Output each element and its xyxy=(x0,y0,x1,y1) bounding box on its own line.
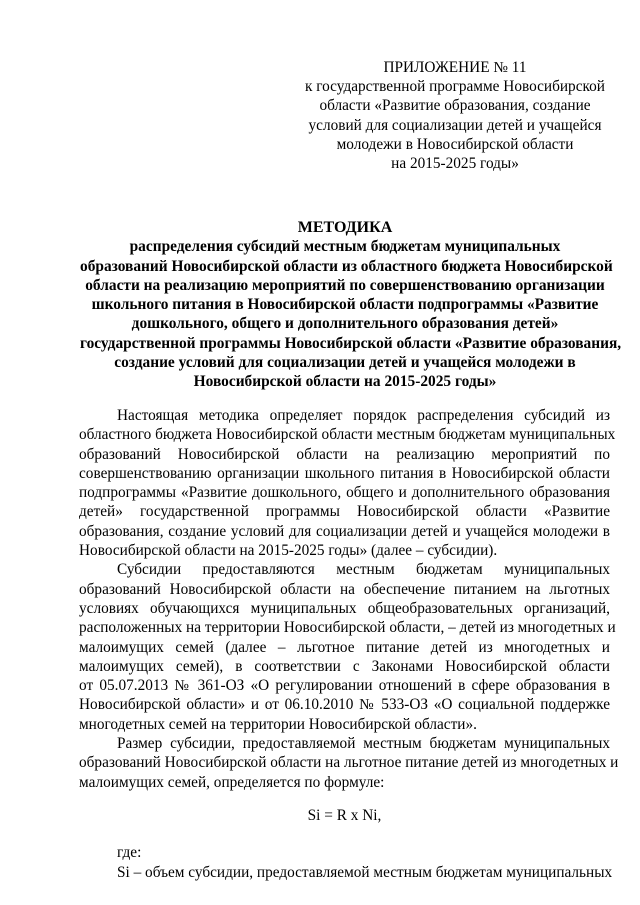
text-line: Новосибирской области» и от 06.10.2010 № 533-ОЗ «О социальной поддержке xyxy=(79,696,610,714)
text-line: Настоящая методика определяет порядок распределения субсидий из xyxy=(117,407,610,424)
appendix-line: условий для социализации детей и учащейся xyxy=(308,116,602,134)
appendix-header xyxy=(300,58,610,173)
appendix-line: области «Развитие образования, создание xyxy=(319,97,591,115)
text-line: малоимущих семей (далее – льготное питание детей из многодетных и xyxy=(79,638,610,656)
appendix-line: на 2015-2025 годы» xyxy=(391,155,519,173)
text-line: Новосибирской области на 2015-2025 годы» (далее – субсидии). xyxy=(79,542,498,560)
text-line: образования, создание условий для социализации детей и учащейся молодежи в xyxy=(79,522,610,540)
paragraph-3 xyxy=(79,734,619,792)
formula: Si = R x Ni, xyxy=(307,806,382,824)
text-line: Размер субсидии, предоставляемой местным бюджетам муниципальных xyxy=(117,735,610,753)
text-line: малоимущих семей, определяется по формуле: xyxy=(79,773,385,791)
text-line: расположенных на территории Новосибирской области, – детей из многодетных и xyxy=(79,619,616,637)
title-line: государственной программы Новосибирской области «Развитие образования, xyxy=(80,334,622,352)
title-line: дошкольного, общего и дополнительного образования детей» xyxy=(131,315,559,333)
appendix-number: ПРИЛОЖЕНИЕ № 11 xyxy=(383,59,527,76)
title-line: образований Новосибирской области из областного бюджета Новосибирской xyxy=(80,257,613,275)
text-line: подпрограммы «Развитие дошкольного, общего и дополнительного образования xyxy=(79,484,610,502)
appendix-line: к государственной программе Новосибирской xyxy=(305,78,605,96)
text-line: Субсидии предоставляются местным бюджетам муниципальных xyxy=(117,561,610,579)
text-line: Si – объем субсидии, предоставляемой местным бюджетам муниципальных xyxy=(117,863,613,881)
text-line: многодетных семей на территории Новосибирской области». xyxy=(79,715,477,733)
title-heading: МЕТОДИКА xyxy=(297,219,393,236)
title-line: создание условий для социализации детей и учащейся молодежи в xyxy=(114,354,576,372)
title-line: распределения субсидий местным бюджетам муниципальных xyxy=(129,238,561,256)
title-line: Новосибирской области на 2015-2025 годы» xyxy=(193,373,497,391)
text-line: областного бюджета Новосибирской области местным бюджетам муниципальных xyxy=(79,426,616,444)
text-line: образований Новосибирской области на льготное питание детей из многодетных и xyxy=(79,754,619,772)
where-label: где: xyxy=(117,844,142,862)
text-line: детей» государственной программы Новосибирской области «Развитие xyxy=(79,503,610,521)
text-line: совершенствованию организации школьного питания в Новосибирской области xyxy=(79,464,610,482)
document-body xyxy=(79,406,619,882)
title-line: области на реализацию мероприятий по совершенствованию организации xyxy=(85,276,605,294)
paragraph-2 xyxy=(79,560,616,734)
title-line: школьного питания в Новосибирской области подпрограммы «Развитие xyxy=(91,296,599,314)
appendix-line: молодежи в Новосибирской области xyxy=(336,135,574,153)
document-title xyxy=(80,218,622,392)
text-line: малоимущих семей), в соответствии с Законами Новосибирской области xyxy=(79,657,610,675)
text-line: образований Новосибирской области на обеспечение питанием на льготных xyxy=(79,580,610,598)
text-line: от 05.07.2013 № 361-ОЗ «О регулировании отношений в сфере образования в xyxy=(79,677,610,695)
paragraph-1 xyxy=(79,406,616,560)
text-line: условиях обучающихся муниципальных общеобразовательных организаций, xyxy=(79,599,610,617)
text-line: образований Новосибирской области на реализацию мероприятий по xyxy=(79,445,610,463)
